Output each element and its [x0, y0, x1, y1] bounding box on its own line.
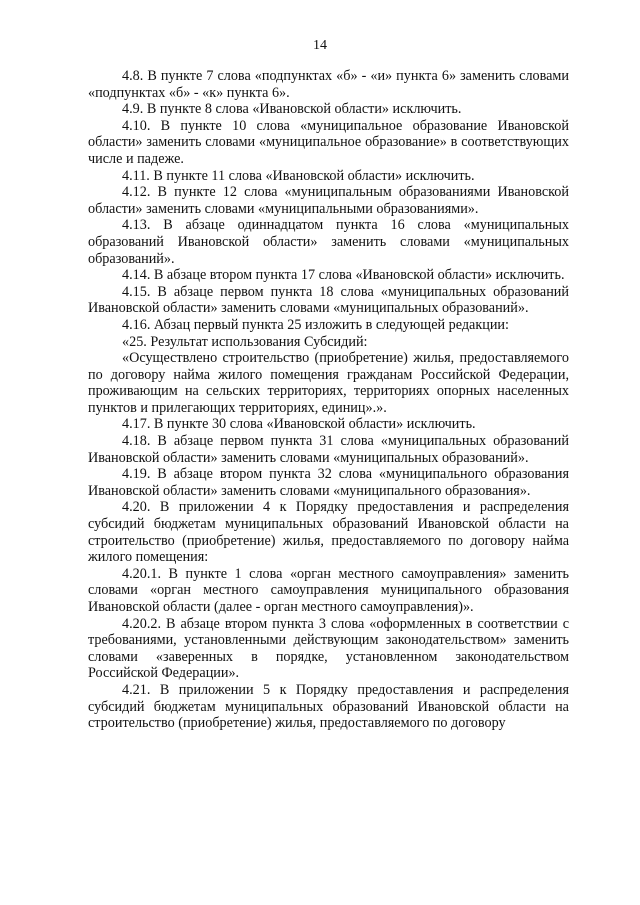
paragraph-4-13: 4.13. В абзаце одиннадцатом пункта 16 слова «муниципальных образований Ивановской области» заменить словами «муниципальных образований». [88, 217, 569, 267]
paragraph-4-8: 4.8. В пункте 7 слова «подпунктах «б» - «и» пункта 6» заменить словами «подпунктах «б» - «к» пункта 6». [88, 68, 569, 101]
document-body [88, 68, 569, 732]
paragraph-4-14: 4.14. В абзаце втором пункта 17 слова «Ивановской области» исключить. [122, 267, 565, 284]
paragraph-4-21: 4.21. В приложении 5 к Порядку предоставления и распределения субсидий бюджетам муниципальных образований Ивановской области на строительство (приобретение) жилья, предоставляемого по договору [88, 681, 569, 732]
paragraph-25-heading: «25. Результат использования Субсидий: [122, 333, 368, 350]
paragraph-4-20-1: 4.20.1. В пункте 1 слова «орган местного самоуправления» заменить словами «орган местного самоуправления муниципального образования Ивановской области (далее - орган местного самоуправления)». [88, 565, 569, 615]
page-number: 14 [313, 38, 327, 53]
paragraph-4-19: 4.19. В абзаце втором пункта 32 слова «муниципального образования Ивановской области» заменить словами «муниципального образования». [88, 466, 569, 499]
paragraph-25-result: «Осуществлено строительство (приобретение) жилья, предоставляемого по договору найма жилого помещения гражданам Российской Федерации, проживающим на сельских территориях, территориях опорных населенных пунктов и прилегающих территориях, единиц».». [88, 350, 569, 416]
paragraph-4-15: 4.15. В абзаце первом пункта 18 слова «муниципальных образований Ивановской области» заменить словами «муниципальных образований». [88, 283, 569, 317]
paragraph-4-16: 4.16. Абзац первый пункта 25 изложить в следующей редакции: [122, 316, 509, 333]
paragraph-4-20: 4.20. В приложении 4 к Порядку предоставления и распределения субсидий бюджетам муниципальных образований Ивановской области на строительство (приобретение) жилья, предоставляемого по договору найма жилого помещения: [88, 499, 569, 566]
paragraph-4-20-2: 4.20.2. В абзаце втором пункта 3 слова «оформленных в соответствии с требованиями, установленными действующим законодательством» заменить словами «заверенных в порядке, установленном законодательством Российской Федерации». [88, 615, 569, 682]
paragraph-4-10: 4.10. В пункте 10 слова «муниципальное образование Ивановской области» заменить словами «муниципальное образование» в соответствующих числе и падеже. [88, 117, 569, 167]
paragraph-4-17: 4.17. В пункте 30 слова «Ивановской области» исключить. [122, 416, 476, 433]
paragraph-4-9: 4.9. В пункте 8 слова «Ивановской области» исключить. [122, 101, 462, 118]
paragraph-4-18: 4.18. В абзаце первом пункта 31 слова «муниципальных образований Ивановской области» заменить словами «муниципальных образований». [88, 433, 569, 466]
paragraph-4-12: 4.12. В пункте 12 слова «муниципальным образованиями Ивановской области» заменить словами «муниципальными образованиями». [88, 184, 569, 217]
paragraph-4-11: 4.11. В пункте 11 слова «Ивановской области» исключить. [122, 167, 475, 184]
